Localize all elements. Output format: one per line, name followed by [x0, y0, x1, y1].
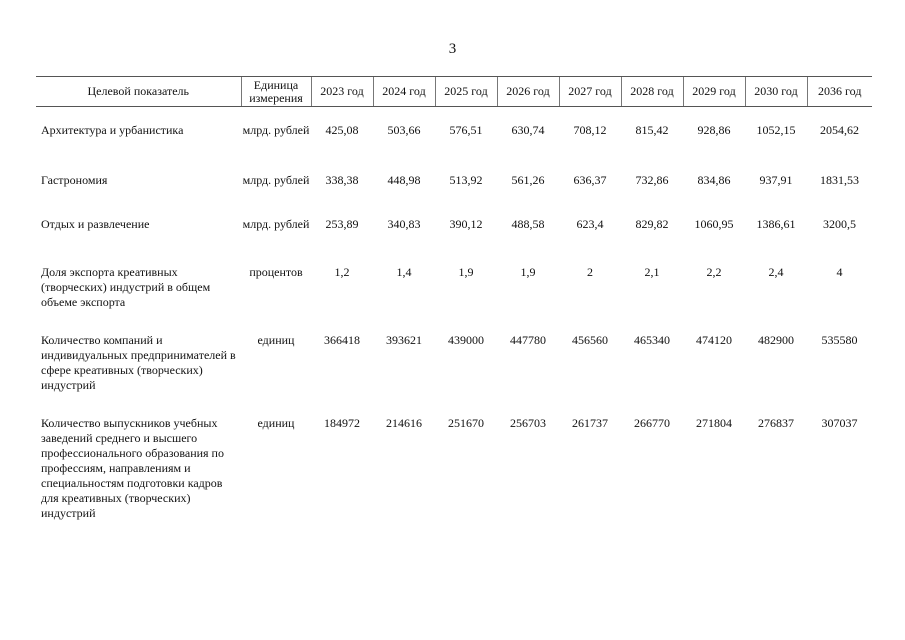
header-unit: Единица измерения	[241, 77, 311, 107]
value-cell: 535580	[821, 333, 858, 347]
value-cell: 1831,53	[820, 173, 859, 187]
header-year: 2036 год	[807, 77, 872, 107]
value-cell: 448,98	[387, 173, 421, 187]
value-cell: 340,83	[387, 217, 421, 231]
unit-cell: процентов	[249, 265, 303, 279]
value-cell: 1060,95	[694, 217, 734, 231]
table-header-row	[36, 77, 872, 107]
value-cell: 488,58	[511, 217, 545, 231]
value-cell: 4	[836, 265, 843, 279]
unit-cell: млрд. рублей	[242, 173, 310, 187]
value-cell: 474120	[696, 333, 732, 347]
value-cell: 815,42	[635, 123, 669, 137]
table-row	[36, 242, 872, 310]
value-cell: 393621	[386, 333, 422, 347]
value-cell: 1,9	[520, 265, 536, 279]
value-cell: 214616	[386, 416, 422, 430]
page-number: 3	[448, 41, 457, 57]
value-cell: 937,91	[759, 173, 793, 187]
value-cell: 425,08	[325, 123, 359, 137]
value-cell: 447780	[510, 333, 546, 347]
value-cell: 503,66	[387, 123, 421, 137]
unit-cell: единиц	[257, 416, 295, 430]
header-year: 2027 год	[559, 77, 621, 107]
value-cell: 2,1	[644, 265, 660, 279]
value-cell: 338,38	[325, 173, 359, 187]
value-cell: 465340	[634, 333, 670, 347]
indicator-name: Архитектура и урбанистика	[41, 123, 184, 137]
value-cell: 253,89	[325, 217, 359, 231]
value-cell: 271804	[696, 416, 732, 430]
value-cell: 266770	[634, 416, 670, 430]
header-year: 2024 год	[373, 77, 435, 107]
value-cell: 3200,5	[823, 217, 856, 231]
value-cell: 576,51	[449, 123, 483, 137]
value-cell: 307037	[821, 416, 858, 430]
value-cell: 513,92	[449, 173, 483, 187]
value-cell: 256703	[510, 416, 546, 430]
value-cell: 1,4	[396, 265, 412, 279]
value-cell: 829,82	[635, 217, 669, 231]
value-cell: 2054,62	[820, 123, 859, 137]
indicator-name: Количество выпускников учебных заведений среднего и высшего профессионального образования по профессиям, направлениям и специальностям подготовки кадров для креативных (творческих) индустрий	[41, 416, 224, 520]
unit-cell: млрд. рублей	[242, 123, 310, 137]
header-year: 2025 год	[435, 77, 497, 107]
value-cell: 623,4	[576, 217, 604, 231]
target-indicators-table	[36, 76, 872, 521]
header-year: 2029 год	[683, 77, 745, 107]
value-cell: 1,9	[458, 265, 474, 279]
header-year: 2026 год	[497, 77, 559, 107]
unit-cell: млрд. рублей	[242, 217, 310, 231]
indicator-name: Доля экспорта креативных (творческих) индустрий в общем объеме экспорта	[41, 265, 211, 309]
value-cell: 1,2	[334, 265, 350, 279]
table-row	[36, 107, 872, 153]
unit-cell: единиц	[257, 333, 295, 347]
header-year: 2030 год	[745, 77, 807, 107]
value-cell: 276837	[758, 416, 794, 430]
header-year: 2023 год	[311, 77, 373, 107]
header-indicator: Целевой показатель	[36, 77, 241, 107]
value-cell: 708,12	[573, 123, 607, 137]
value-cell: 732,86	[635, 173, 669, 187]
value-cell: 184972	[324, 416, 360, 430]
value-cell: 1052,15	[756, 123, 796, 137]
value-cell: 251670	[448, 416, 484, 430]
value-cell: 834,86	[697, 173, 731, 187]
value-cell: 636,37	[573, 173, 607, 187]
table-row	[36, 393, 872, 521]
table-row	[36, 310, 872, 393]
value-cell: 2,2	[706, 265, 722, 279]
value-cell: 456560	[572, 333, 608, 347]
indicator-name: Гастрономия	[41, 173, 108, 187]
table-row	[36, 152, 872, 197]
value-cell: 390,12	[449, 217, 483, 231]
value-cell: 928,86	[697, 123, 731, 137]
indicator-name: Отдых и развлечение	[41, 217, 150, 231]
indicator-name: Количество компаний и индивидуальных предпринимателей в сфере креативных (творческих) индустрий	[41, 333, 236, 392]
value-cell: 439000	[448, 333, 484, 347]
value-cell: 561,26	[511, 173, 545, 187]
value-cell: 630,74	[511, 123, 545, 137]
value-cell: 1386,61	[756, 217, 796, 231]
value-cell: 2	[587, 265, 593, 279]
value-cell: 2,4	[768, 265, 784, 279]
value-cell: 482900	[758, 333, 794, 347]
value-cell: 261737	[572, 416, 608, 430]
table-body	[36, 107, 872, 522]
value-cell: 366418	[324, 333, 360, 347]
table-row	[36, 197, 872, 242]
header-year: 2028 год	[621, 77, 683, 107]
